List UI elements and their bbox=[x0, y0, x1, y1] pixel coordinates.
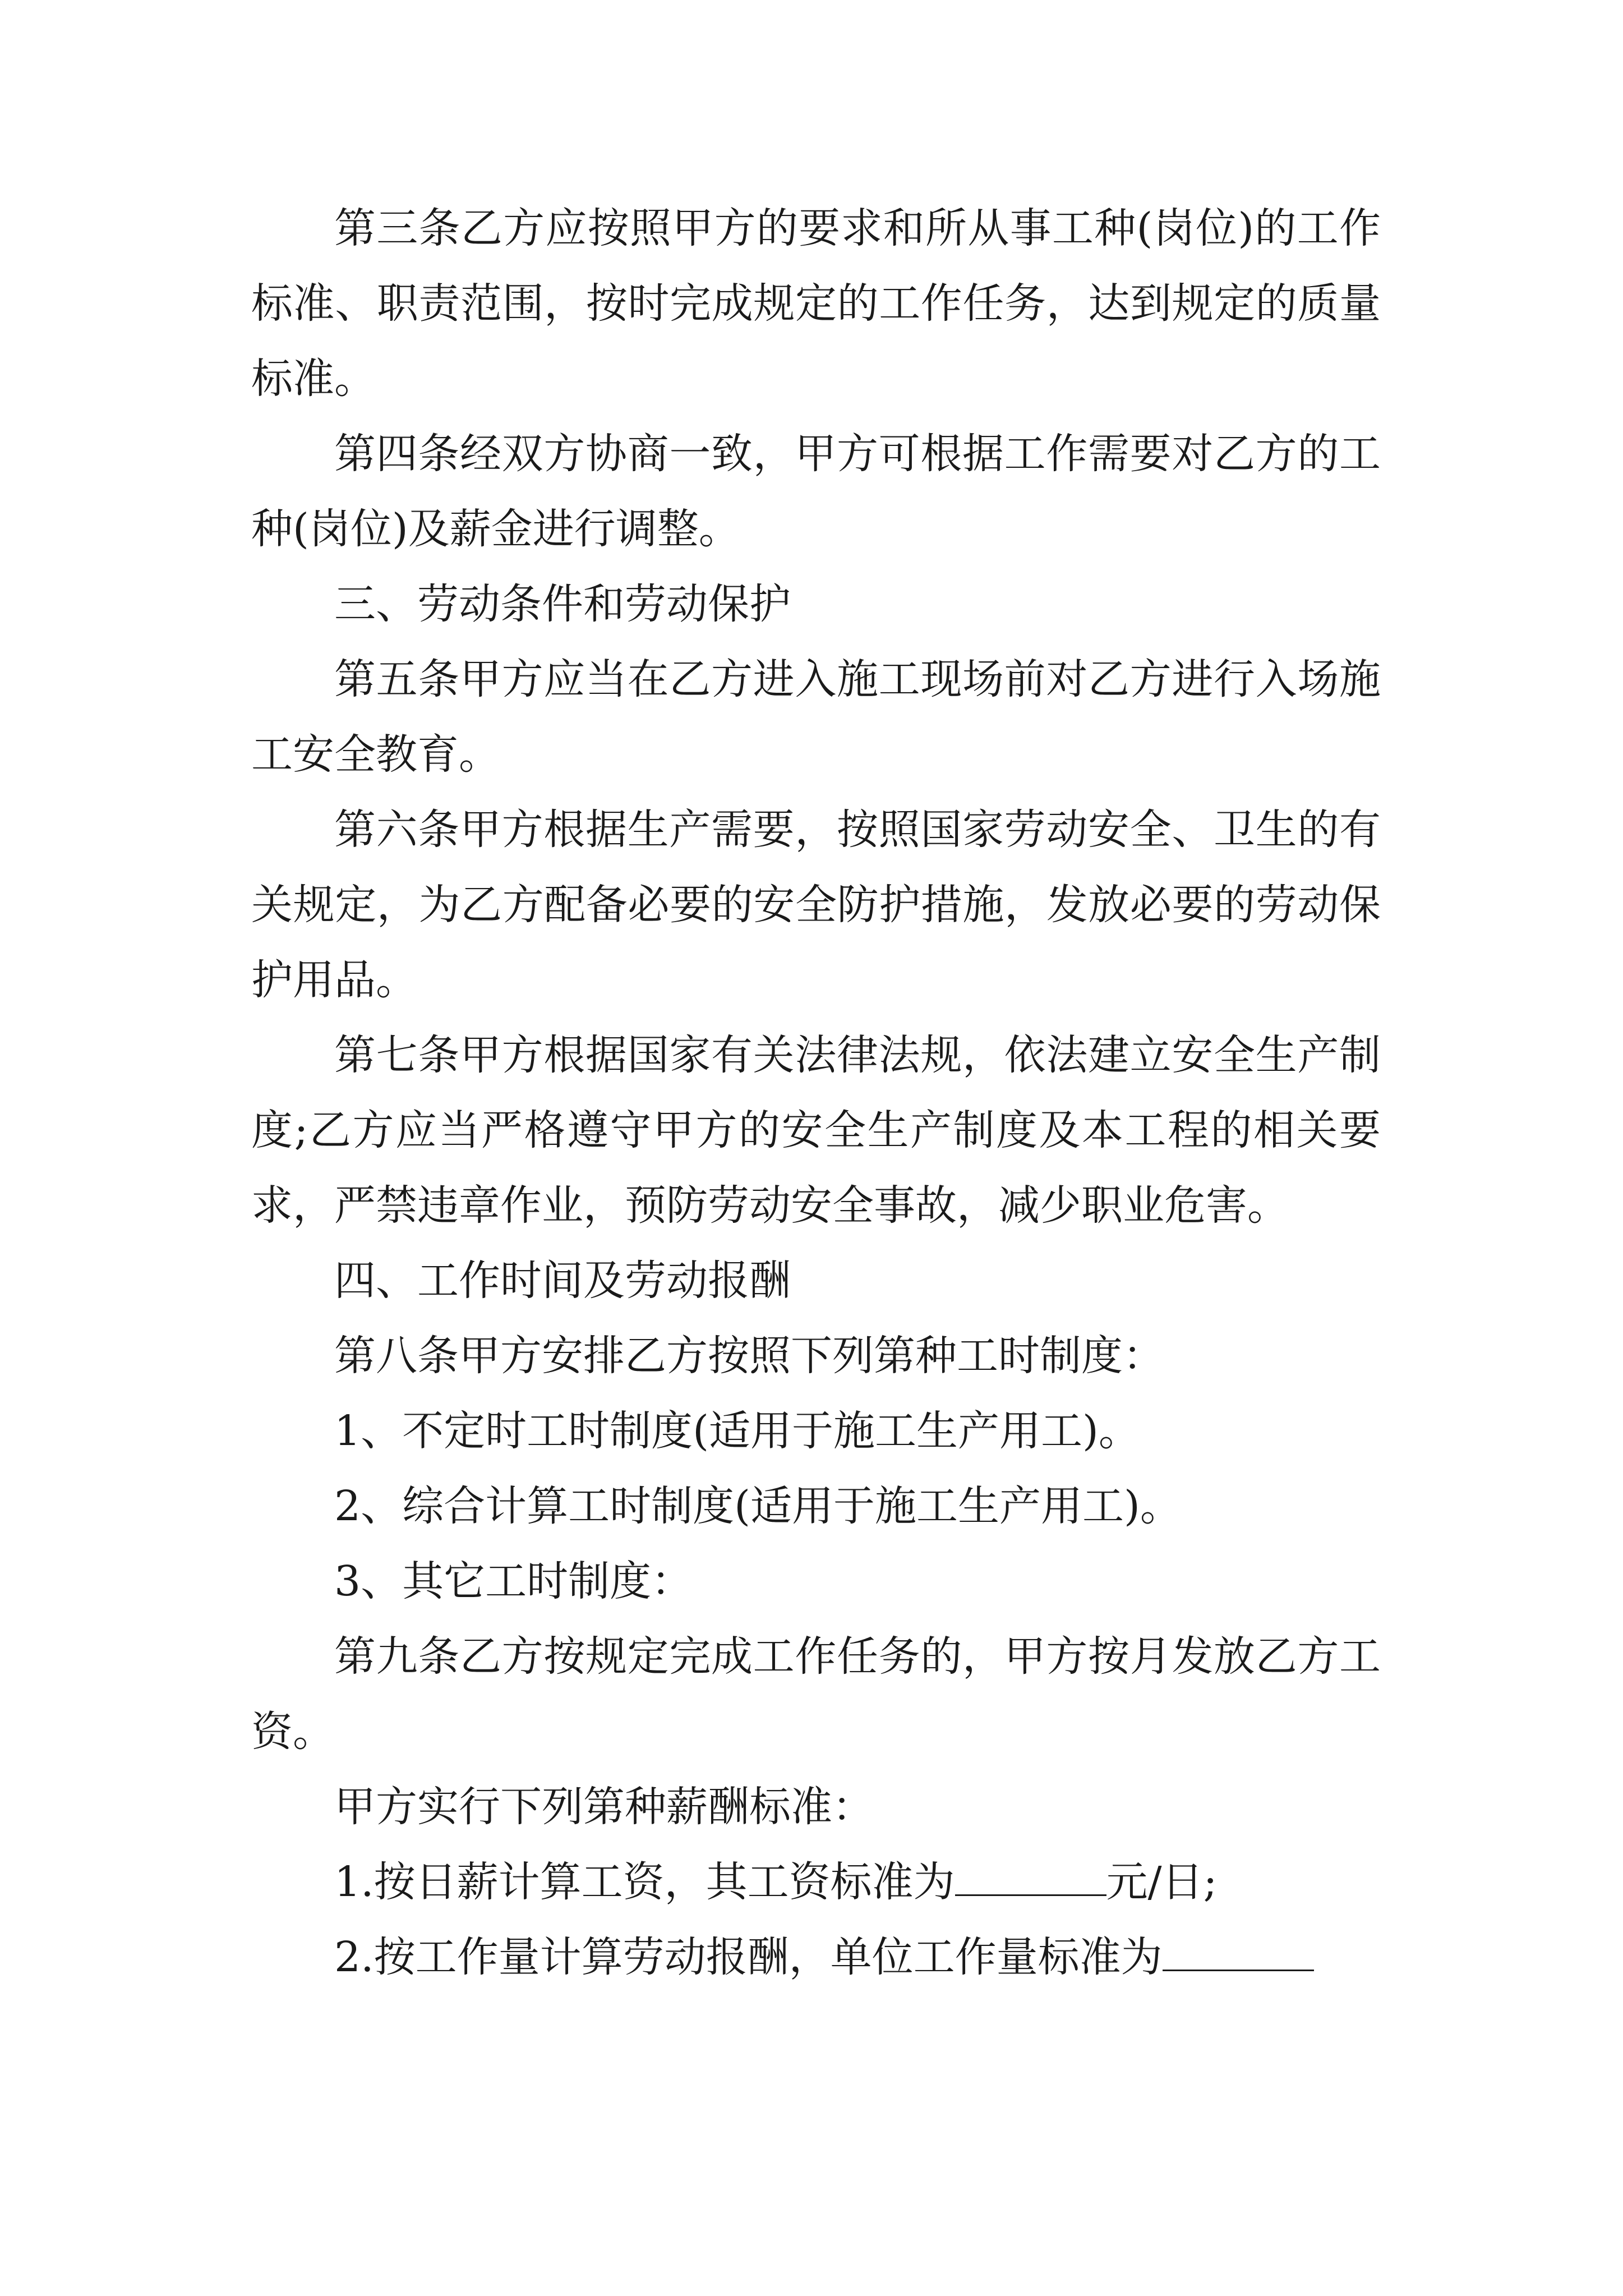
section-heading-work-time: 四、工作时间及劳动报酬 bbox=[334, 1257, 791, 1305]
work-hours-item-2: 2、综合计算工时制度(适用于施工生产用工)。 bbox=[334, 1482, 1182, 1530]
article-6-paragraph: 第六条甲方根据生产需要，按照国家劳动安全、卫生的有关规定，为乙方配备必要的安全防护措施，发放必要的劳动保护用品。 bbox=[251, 806, 1381, 1004]
article-5-paragraph: 第五条甲方应当在乙方进入施工现场前对乙方进行入场施工安全教育。 bbox=[251, 655, 1381, 779]
article-8-paragraph: 第八条甲方安排乙方按照下列第种工时制度： bbox=[334, 1332, 1164, 1380]
pay-item-1 bbox=[251, 1844, 1381, 1920]
article-3-paragraph: 第三条乙方应按照甲方的要求和所从事工种(岗位)的工作标准、职责范围，按时完成规定的工作任务，达到规定的质量标准。 bbox=[251, 204, 1381, 403]
workload-standard-blank[interactable] bbox=[1163, 1932, 1314, 1971]
article-7-paragraph: 第七条甲方根据国家有关法律法规，依法建立安全生产制度;乙方应当严格遵守甲方的安全生产制度及本工程的相关要求，严禁违章作业，预防劳动安全事故，减少职业危害。 bbox=[251, 1031, 1381, 1230]
daily-wage-blank[interactable] bbox=[955, 1857, 1106, 1896]
pay-standard-paragraph: 甲方实行下列第种薪酬标准： bbox=[334, 1783, 874, 1831]
pay-item-2 bbox=[251, 1920, 1381, 1995]
work-hours-item-1: 1、不定时工时制度(适用于施工生产用工)。 bbox=[334, 1407, 1140, 1455]
article-4-paragraph: 第四条经双方协商一致，甲方可根据工作需要对乙方的工种(岗位)及薪金进行调整。 bbox=[251, 430, 1381, 553]
section-heading-labor-conditions: 三、劳动条件和劳动保护 bbox=[334, 580, 791, 628]
pay-item-2-text: 2.按工作量计算劳动报酬，单位工作量标准为 bbox=[334, 1933, 1163, 1981]
pay-item-1-text: 1.按日薪计算工资，其工资标准为 bbox=[334, 1858, 955, 1906]
article-9-paragraph: 第九条乙方按规定完成工作任务的，甲方按月发放乙方工资。 bbox=[251, 1632, 1381, 1756]
document-page bbox=[251, 191, 1381, 1995]
work-hours-item-3: 3、其它工时制度： bbox=[334, 1557, 693, 1605]
pay-item-1-unit: 元/日; bbox=[1106, 1858, 1218, 1906]
